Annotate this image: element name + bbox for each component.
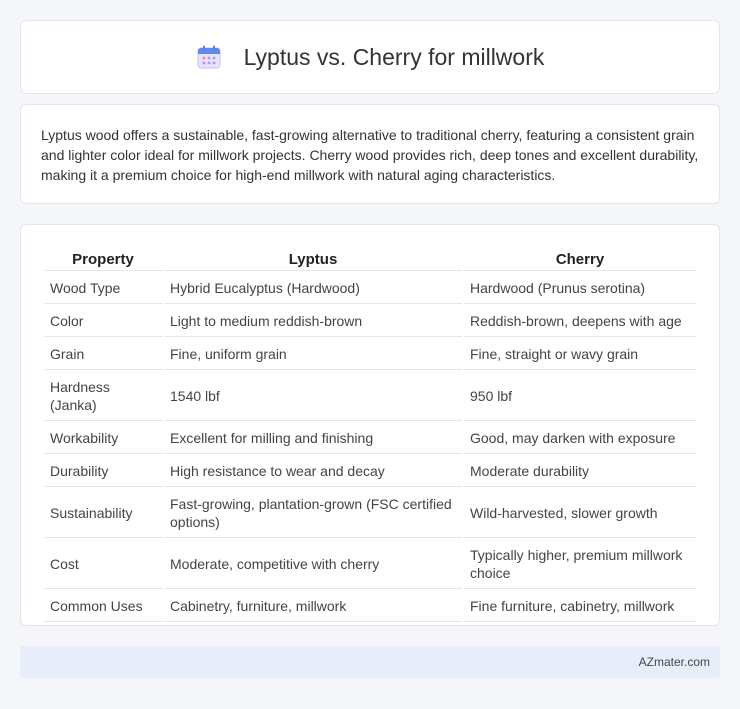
comparison-table <box>42 245 698 624</box>
lyptus-cell: Moderate, competitive with cherry <box>164 540 462 589</box>
table-row <box>44 372 696 421</box>
property-cell: Common Uses <box>44 591 162 622</box>
cherry-cell: Reddish-brown, deepens with age <box>464 306 696 337</box>
property-cell: Workability <box>44 423 162 454</box>
table-row <box>44 273 696 304</box>
footer-brand: AZmater.com <box>638 655 710 669</box>
page-title: Lyptus vs. Cherry for millwork <box>243 43 545 70</box>
cherry-cell: Typically higher, premium millwork choice <box>464 540 696 589</box>
lyptus-cell: Fast-growing, plantation-grown (FSC certified options) <box>164 489 462 538</box>
cherry-cell: Fine, straight or wavy grain <box>464 339 696 370</box>
cherry-cell: Wild-harvested, slower growth <box>464 489 696 538</box>
lyptus-cell: Light to medium reddish-brown <box>164 306 462 337</box>
header-property: Property <box>44 247 162 271</box>
cherry-cell: 950 lbf <box>464 372 696 421</box>
property-cell: Grain <box>44 339 162 370</box>
property-cell: Color <box>44 306 162 337</box>
lyptus-cell: High resistance to wear and decay <box>164 456 462 487</box>
cherry-cell: Moderate durability <box>464 456 696 487</box>
intro-text: Lyptus wood offers a sustainable, fast-growing alternative to traditional cherry, featuring a consistent grain and lighter color ideal for millwork projects. Cherry wood provides rich, deep tones and excellent durability, making it a premium choice for high-end millwork with natural aging characteristics. <box>41 127 699 183</box>
cherry-cell: Hardwood (Prunus serotina) <box>464 273 696 304</box>
lyptus-cell: Cabinetry, furniture, millwork <box>164 591 462 622</box>
table-row <box>44 591 696 622</box>
footer <box>20 646 720 678</box>
table-row <box>44 339 696 370</box>
property-cell: Wood Type <box>44 273 162 304</box>
table-row <box>44 456 696 487</box>
table-header-row <box>44 247 696 271</box>
property-cell: Hardness (Janka) <box>44 372 162 421</box>
table-row <box>44 489 696 538</box>
table-row <box>44 423 696 454</box>
title-card <box>20 20 720 94</box>
cherry-cell: Fine furniture, cabinetry, millwork <box>464 591 696 622</box>
calendar-icon <box>196 44 222 70</box>
comparison-table-card <box>20 224 720 626</box>
table-row <box>44 540 696 589</box>
lyptus-cell: Excellent for milling and finishing <box>164 423 462 454</box>
lyptus-cell: Fine, uniform grain <box>164 339 462 370</box>
property-cell: Cost <box>44 540 162 589</box>
lyptus-cell: 1540 lbf <box>164 372 462 421</box>
table-row <box>44 306 696 337</box>
intro-card <box>20 104 720 204</box>
property-cell: Durability <box>44 456 162 487</box>
header-lyptus: Lyptus <box>164 247 462 271</box>
cherry-cell: Good, may darken with exposure <box>464 423 696 454</box>
lyptus-cell: Hybrid Eucalyptus (Hardwood) <box>164 273 462 304</box>
property-cell: Sustainability <box>44 489 162 538</box>
header-cherry: Cherry <box>464 247 696 271</box>
